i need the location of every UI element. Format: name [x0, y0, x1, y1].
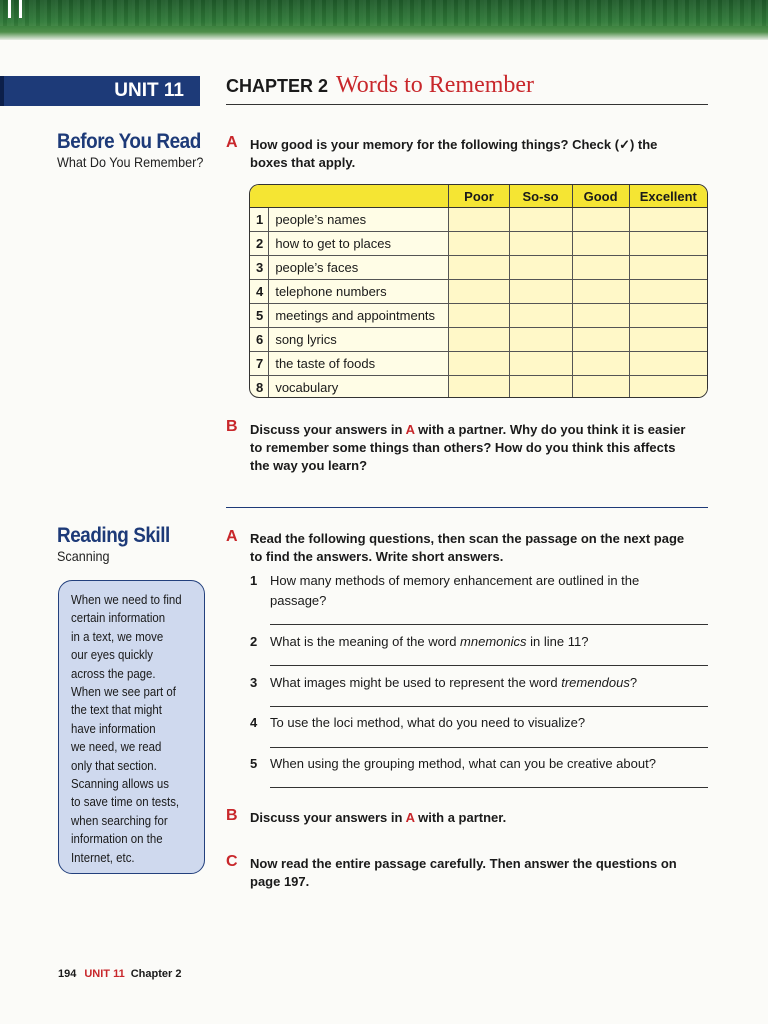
- question-3-pre: What images might be used to represent the word: [270, 675, 562, 690]
- before-you-read-subheading: What Do You Remember?: [57, 154, 204, 170]
- reading-section-a-instruction: [250, 530, 710, 566]
- checkbox-cell-good[interactable]: [572, 208, 629, 232]
- reading-section-c-line2: page 197.: [250, 874, 310, 889]
- row-number: 3: [250, 256, 269, 280]
- question-3-post: ?: [629, 675, 638, 690]
- skill-box-line: to save time on tests,: [71, 794, 180, 810]
- checkbox-cell-good[interactable]: [572, 232, 629, 256]
- skill-box-line: only that section.: [71, 757, 157, 773]
- checkbox-cell-good[interactable]: [572, 304, 629, 328]
- chapter-title: Words to Remember: [336, 72, 535, 98]
- skill-box-line: in a text, we move: [71, 628, 164, 644]
- page-number: 194: [58, 968, 77, 980]
- question-number: 2: [250, 634, 258, 649]
- section-b-ref: A: [405, 422, 415, 437]
- reading-skill-subheading: Scanning: [57, 548, 110, 564]
- reading-section-c-instruction: [250, 855, 710, 891]
- before-you-read-heading: Before You Read: [57, 130, 201, 153]
- unit-label: UNIT 11: [114, 80, 184, 101]
- reading-section-b-pre: Discuss your answers in: [250, 810, 406, 825]
- section-a-letter: A: [226, 134, 238, 151]
- checkbox-cell-soso[interactable]: [509, 328, 572, 352]
- reading-section-c-letter: C: [226, 853, 238, 870]
- row-item: people’s names: [269, 208, 449, 232]
- row-number: 4: [250, 280, 269, 304]
- row-item: telephone numbers: [269, 280, 449, 304]
- table-row: [250, 256, 707, 280]
- table-row: [250, 232, 707, 256]
- checkbox-cell-poor[interactable]: [449, 352, 509, 376]
- reading-section-a-letter: A: [226, 528, 238, 545]
- reading-section-b-post: with a partner.: [414, 810, 507, 825]
- memory-table: [249, 184, 708, 398]
- row-number: 7: [250, 352, 269, 376]
- skill-box-line: When we see part of: [71, 684, 176, 700]
- question-number: 1: [250, 573, 258, 588]
- row-item: how to get to places: [269, 232, 449, 256]
- row-item: the taste of foods: [269, 352, 449, 376]
- question-number: 5: [250, 756, 258, 771]
- checkbox-cell-poor[interactable]: [449, 328, 509, 352]
- table-row: [250, 304, 707, 328]
- table-header-blank: [250, 185, 449, 208]
- table-header-row: [250, 185, 707, 208]
- checkbox-cell-excellent[interactable]: [629, 256, 707, 280]
- row-item: song lyrics: [269, 328, 449, 352]
- checkbox-cell-excellent[interactable]: [629, 352, 707, 376]
- row-number: 6: [250, 328, 269, 352]
- section-b-instruction: [250, 421, 710, 475]
- checkbox-cell-soso[interactable]: [509, 376, 572, 399]
- checkbox-cell-excellent[interactable]: [629, 208, 707, 232]
- footer-chapter: Chapter 2: [130, 968, 182, 980]
- checkbox-cell-soso[interactable]: [509, 256, 572, 280]
- skill-box-line: the text that might: [71, 702, 162, 718]
- section-b-line3: the way you learn?: [250, 458, 368, 473]
- row-item: vocabulary: [269, 376, 449, 399]
- skill-box-line: certain information: [71, 610, 166, 626]
- checkbox-cell-soso[interactable]: [509, 208, 572, 232]
- checkbox-cell-poor[interactable]: [449, 376, 509, 399]
- checkbox-cell-soso[interactable]: [509, 304, 572, 328]
- checkbox-cell-poor[interactable]: [449, 304, 509, 328]
- reading-section-a-line1: Read the following questions, then scan the passage on the next page: [250, 531, 685, 546]
- question-1: [250, 571, 708, 611]
- chapter-label: CHAPTER 2: [226, 76, 329, 96]
- section-divider: [226, 507, 708, 508]
- question-1-line2: passage?: [270, 593, 327, 608]
- checkbox-cell-poor[interactable]: [449, 280, 509, 304]
- scanning-info-box: [58, 580, 205, 874]
- section-b-line2: to remember some things than others? How do you think this affects: [250, 440, 676, 455]
- column-header: Excellent: [629, 185, 707, 208]
- question-1-line1: How many methods of memory enhancement are outlined in the: [270, 573, 640, 588]
- skill-box-line: Scanning allows us: [71, 776, 169, 792]
- answer-line-3[interactable]: [270, 706, 708, 707]
- checkbox-cell-excellent[interactable]: [629, 328, 707, 352]
- checkbox-cell-excellent[interactable]: [629, 280, 707, 304]
- skill-box-line: have information: [71, 720, 156, 736]
- table-row: [250, 376, 707, 399]
- table-row: [250, 352, 707, 376]
- answer-line-2[interactable]: [270, 665, 708, 666]
- section-a-instruction: [250, 136, 710, 172]
- footer-unit: UNIT 11: [84, 968, 125, 980]
- skill-box-line: When we need to find: [71, 592, 182, 607]
- reading-section-c-line1: Now read the entire passage carefully. Then answer the questions on: [250, 856, 677, 871]
- banner-texture: [0, 0, 768, 26]
- column-header: Good: [572, 185, 629, 208]
- question-text: [270, 571, 708, 611]
- table-row: [250, 208, 707, 232]
- question-2-em: mnemonics: [460, 634, 527, 649]
- question-number: 4: [250, 715, 258, 730]
- question-3: [250, 673, 708, 693]
- question-3-em: tremendous: [561, 675, 630, 690]
- checkbox-cell-good[interactable]: [572, 352, 629, 376]
- checkbox-cell-poor[interactable]: [449, 208, 509, 232]
- checkbox-cell-soso[interactable]: [509, 280, 572, 304]
- section-b-line1-post: with a partner. Why do you think it is easier: [414, 422, 686, 437]
- checkbox-cell-poor[interactable]: [449, 232, 509, 256]
- question-text: To use the loci method, what do you need to visualize?: [270, 715, 586, 730]
- question-text: [270, 673, 708, 693]
- skill-box-line: information on the: [71, 831, 163, 847]
- question-2-post: in line 11?: [526, 634, 589, 649]
- row-number: 5: [250, 304, 269, 328]
- skill-box-line: across the page.: [71, 665, 156, 681]
- reading-section-a-line2: to find the answers. Write short answers.: [250, 549, 504, 564]
- table-row: [250, 280, 707, 304]
- checkbox-cell-excellent[interactable]: [629, 232, 707, 256]
- checkbox-cell-poor[interactable]: [449, 256, 509, 280]
- reading-section-b-ref: A: [405, 810, 415, 825]
- chapter-heading: [226, 72, 708, 105]
- table-row: [250, 328, 707, 352]
- skill-box-line: when searching for: [71, 812, 168, 828]
- page-footer: [58, 968, 181, 980]
- banner-mark: [8, 0, 22, 18]
- row-item: meetings and appointments: [269, 304, 449, 328]
- row-item: people’s faces: [269, 256, 449, 280]
- section-a-line1: How good is your memory for the following things? Check (✓) the: [250, 137, 658, 152]
- section-b-line1-pre: Discuss your answers in: [250, 422, 406, 437]
- checkbox-cell-excellent[interactable]: [629, 304, 707, 328]
- question-2-pre: What is the meaning of the word: [270, 634, 461, 649]
- checkbox-cell-good[interactable]: [572, 280, 629, 304]
- reading-section-b-instruction: [250, 809, 710, 827]
- row-number: 8: [250, 376, 269, 399]
- checkbox-cell-good[interactable]: [572, 256, 629, 280]
- unit-tab-edge: [0, 76, 4, 106]
- reading-section-b-letter: B: [226, 807, 238, 824]
- row-number: 1: [250, 208, 269, 232]
- column-header: Poor: [449, 185, 509, 208]
- checkbox-cell-good[interactable]: [572, 376, 629, 399]
- checkbox-cell-soso[interactable]: [509, 352, 572, 376]
- skill-box-line: our eyes quickly: [71, 647, 154, 663]
- question-5: [250, 754, 708, 774]
- unit-tab: [0, 76, 200, 106]
- reading-skill-heading: Reading Skill: [57, 524, 170, 547]
- question-text: When using the grouping method, what can you be creative about?: [270, 756, 656, 771]
- skill-box-line: we need, we read: [71, 739, 162, 755]
- skill-box-line: Internet, etc.: [71, 849, 135, 865]
- answer-line-5[interactable]: [270, 787, 708, 788]
- top-banner: [0, 0, 768, 40]
- row-number: 2: [250, 232, 269, 256]
- question-4: [250, 713, 708, 733]
- checkbox-cell-excellent[interactable]: [629, 376, 707, 399]
- question-number: 3: [250, 675, 258, 690]
- checkbox-cell-soso[interactable]: [509, 232, 572, 256]
- section-b-letter: B: [226, 418, 238, 435]
- question-text: [270, 632, 708, 652]
- section-a-line2: boxes that apply.: [250, 155, 356, 170]
- question-2: [250, 632, 708, 652]
- checkbox-cell-good[interactable]: [572, 328, 629, 352]
- answer-line-4[interactable]: [270, 747, 708, 748]
- column-header: So-so: [509, 185, 572, 208]
- answer-line-1[interactable]: [270, 624, 708, 625]
